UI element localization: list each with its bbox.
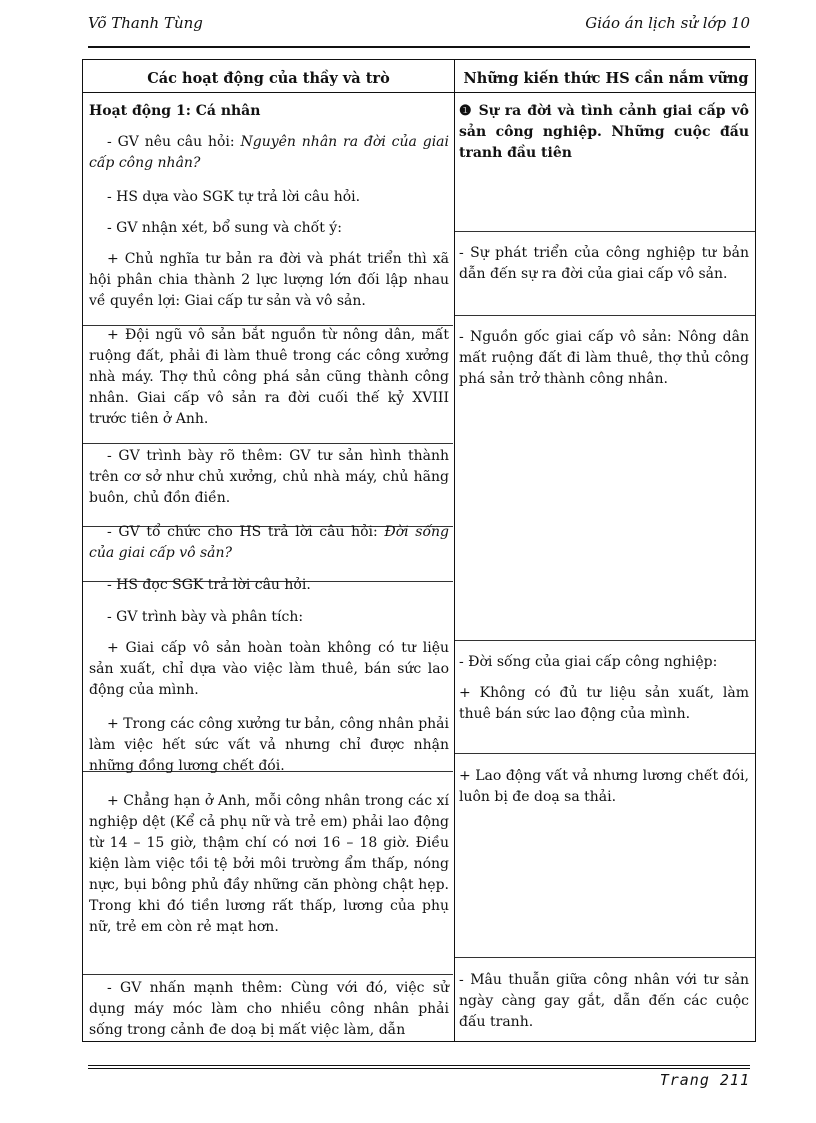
question-2-prefix: - GV tổ chức cho HS trả lời câu hỏi: xyxy=(107,524,385,540)
paragraph: - GV trình bày và phân tích: xyxy=(107,609,304,625)
row-divider xyxy=(455,753,755,754)
paragraph: + Trong các công xưởng tư bản, công nhân phải làm việc hết sức vất vả nhưng chỉ được nhận những đồng lương chết đói. xyxy=(89,716,449,774)
row-divider xyxy=(83,974,453,975)
question-1-prefix: - GV nêu câu hỏi: xyxy=(107,134,241,150)
header-author: Võ Thanh Tùng xyxy=(88,14,203,32)
activity-title: Hoạt động 1: Cá nhân xyxy=(89,103,261,119)
right-column-heading: Những kiến thức HS cần nắm vững xyxy=(463,70,749,87)
knowledge-point: - Nguồn gốc giai cấp vô sản: Nông dân mất ruộng đất đi làm thuê, thợ thủ công phá sản trở thành công nhân. xyxy=(459,329,749,387)
row-divider xyxy=(455,640,755,641)
paragraph: + Đội ngũ vô sản bắt nguồn từ nông dân, mất ruộng đất, phải đi làm thuê trong các công xưởng nhà máy. Thợ thủ công phá sản cũng thành công nhân. Giai cấp vô sản ra đời cuối thế kỷ XVIII trước tiên ở Anh. xyxy=(89,327,449,427)
row-divider xyxy=(455,957,755,958)
paragraph: - HS đọc SGK trả lời câu hỏi. xyxy=(107,577,311,593)
page-number: Trang 211 xyxy=(659,1071,750,1089)
page-header xyxy=(88,14,750,38)
row-divider xyxy=(455,315,755,316)
paragraph: + Chủ nghĩa tư bản ra đời và phát triển thì xã hội phân chia thành 2 lực lượng lớn đối lập nhau về quyền lợi: Giai cấp tư sản và vô sản. xyxy=(89,251,449,309)
paragraph: - GV nhấn mạnh thêm: Cùng với đó, việc sử dụng máy móc làm cho nhiều công nhân phải sống trong cảnh đe doạ bị mất việc làm, dẫn xyxy=(89,980,449,1038)
question-1 xyxy=(89,132,449,174)
paragraph: - HS dựa vào SGK tự trả lời câu hỏi. xyxy=(107,189,361,205)
paragraph: - GV trình bày rõ thêm: GV tư sản hình thành trên cơ sở như chủ xưởng, chủ nhà máy, chủ hãng buôn, chủ đồn điền. xyxy=(89,448,449,506)
footer-divider-double xyxy=(88,1068,750,1069)
question-2-text: Đời sống của giai cấp vô sản? xyxy=(89,524,449,561)
header-title: Giáo án lịch sử lớp 10 xyxy=(585,14,750,32)
knowledge-point: - Đời sống của giai cấp công nghiệp: xyxy=(459,654,718,670)
footer-divider xyxy=(88,1065,750,1066)
paragraph: - GV nhận xét, bổ sung và chốt ý: xyxy=(107,220,342,236)
knowledge-point: + Lao động vất vả nhưng lương chết đói, luôn bị đe doạ sa thải. xyxy=(459,768,749,805)
row-divider xyxy=(83,443,453,444)
knowledge-point: - Mâu thuẫn giữa công nhân với tư sản ngày càng gay gắt, dẫn đến các cuộc đấu tranh. xyxy=(459,972,749,1030)
paragraph: + Giai cấp vô sản hoàn toàn không có tư liệu sản xuất, chỉ dựa vào việc làm thuê, bán sức lao động của mình. xyxy=(89,640,449,698)
knowledge-point: - Sự phát triển của công nghiệp tư bản dẫn đến sự ra đời của giai cấp vô sản. xyxy=(459,245,749,282)
question-1-text: Nguyên nhân ra đời của giai cấp công nhân? xyxy=(89,134,449,171)
header-row-divider xyxy=(83,92,755,93)
question-2 xyxy=(89,522,449,564)
section-title: ❶ Sự ra đời và tình cảnh giai cấp vô sản công nghiệp. Những cuộc đấu tranh đầu tiên xyxy=(459,103,749,161)
header-divider xyxy=(88,46,750,48)
knowledge-point: + Không có đủ tư liệu sản xuất, làm thuê bán sức lao động của mình. xyxy=(459,685,749,722)
paragraph: + Chẳng hạn ở Anh, mỗi công nhân trong các xí nghiệp dệt (Kể cả phụ nữ và trẻ em) phải lao động từ 14 – 15 giờ, thậm chí có nơi 16 – 18 giờ. Điều kiện làm việc tồi tệ bởi môi trường ẩm thấp, nóng nực, bụi bông phủ đầy những căn phòng chật hẹp. Trong khi đó tiền lương rất thấp, lương của phụ nữ, trẻ em còn rẻ mạt hơn. xyxy=(89,793,449,935)
column-divider xyxy=(454,60,455,1041)
left-column-heading: Các hoạt động của thầy và trò xyxy=(147,70,390,87)
row-divider xyxy=(455,231,755,232)
